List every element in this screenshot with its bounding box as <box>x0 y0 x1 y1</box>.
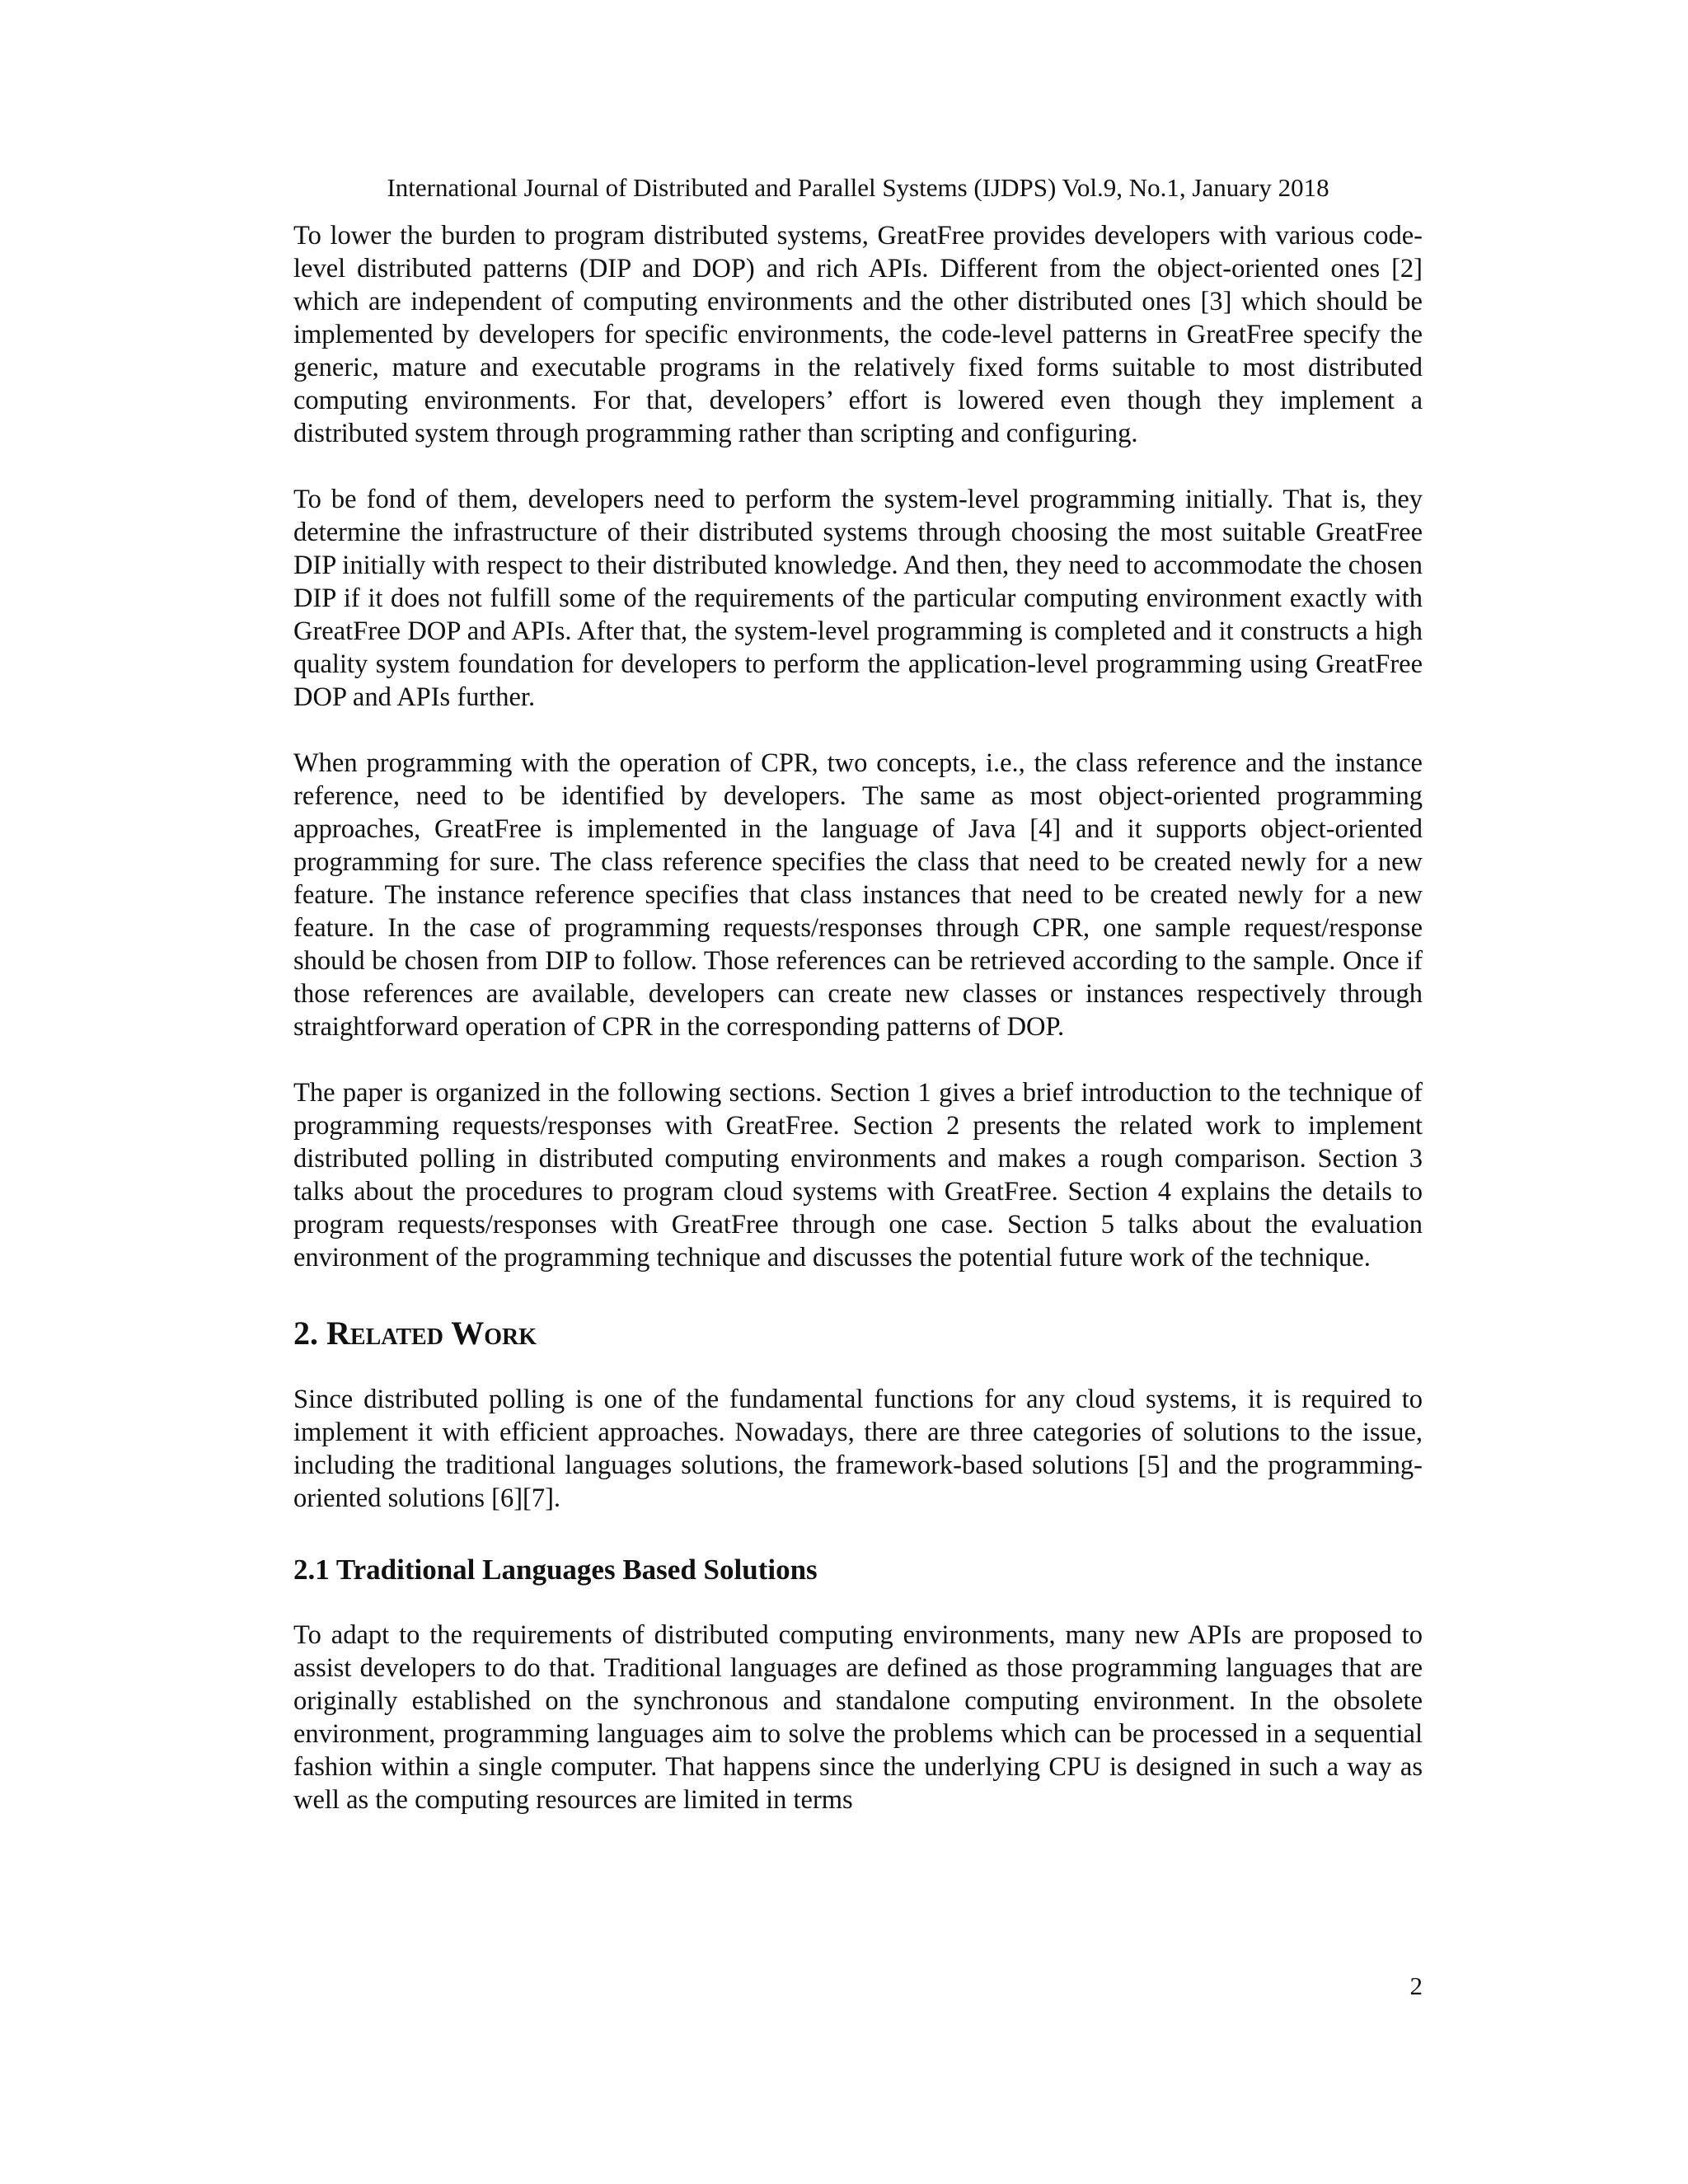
section-number: 2. <box>293 1315 318 1352</box>
paragraph-system-level-programming: To be fond of them, developers need to perform the system-level programming initially. That is, they determine the infrastructure of their distributed systems through choosing the most suitable GreatFree DIP initially with respect to their distributed knowledge. And then, they need to accommodate the chosen DIP if it does not fulfill some of the requirements of the particular computing environment exactly with GreatFree DOP and APIs. After that, the system-level programming is completed and it constructs a high quality system foundation for developers to perform the application-level programming using GreatFree DOP and APIs further. <box>293 485 1423 712</box>
subsection-heading-traditional-languages: 2.1 Traditional Languages Based Solutions <box>293 1554 818 1586</box>
paragraph-traditional-languages: To adapt to the requirements of distributed computing environments, many new APIs are proposed to assist developers to do that. Traditional languages are defined as those programming languages that are originally established on the synchronous and standalone computing environment. In the obsolete environment, programming languages aim to solve the problems which can be processed in a sequential fashion within a single computer. That happens since the underlying CPU is designed in such a way as well as the computing resources are limited in terms <box>293 1620 1423 1815</box>
paragraph-related-work-intro: Since distributed polling is one of the fundamental functions for any cloud systems, it is required to implement it with efficient approaches. Nowadays, there are three categories of solutions to the issue, including the traditional languages solutions, the framework-based solutions [5] and the programming-oriented solutions [6][7]. <box>293 1385 1423 1513</box>
paragraph-paper-organization: The paper is organized in the following sections. Section 1 gives a brief introduction to the technique of programming requests/responses with GreatFree. Section 2 presents the related work to implement distributed polling in distributed computing environments and makes a rough comparison. Section 3 talks about the procedures to program cloud systems with GreatFree. Section 4 explains the details to program requests/responses with GreatFree through one case. Section 5 talks about the evaluation environment of the programming technique and discusses the potential future work of the technique. <box>293 1078 1423 1272</box>
paragraph-patterns-overview: To lower the burden to program distributed systems, GreatFree provides developers with various code-level distributed patterns (DIP and DOP) and rich APIs. Different from the object-oriented ones [2] which are independent of computing environments and the other distributed ones [3] which should be implemented by developers for specific environments, the code-level patterns in GreatFree specify the generic, mature and executable programs in the relatively fixed forms suitable to most distributed computing environments. For that, developers’ effort is lowered even though they implement a distributed system through programming rather than scripting and configuring. <box>293 221 1423 448</box>
paragraph-cpr-references: When programming with the operation of CPR, two concepts, i.e., the class reference and the instance reference, need to be identified by developers. The same as most object-oriented programming approaches, GreatFree is implemented in the language of Java [4] and it supports object-oriented programming for sure. The class reference specifies the class that need to be created newly for a new feature. The instance reference specifies that class instances that need to be created newly for a new feature. In the case of programming requests/responses through CPR, one sample request/response should be chosen from DIP to follow. Those references can be retrieved according to the sample. Once if those references are available, developers can create new classes or instances respectively through straightforward operation of CPR in the corresponding patterns of DOP. <box>293 748 1423 1042</box>
page-number: 2 <box>1409 1971 1423 2000</box>
section-heading-related-work <box>293 1314 1423 1353</box>
running-header: International Journal of Distributed and Parallel Systems (IJDPS) Vol.9, No.1, January 2018 <box>387 173 1329 202</box>
body-text <box>293 219 1423 1816</box>
section-title: Related Work <box>326 1315 537 1352</box>
